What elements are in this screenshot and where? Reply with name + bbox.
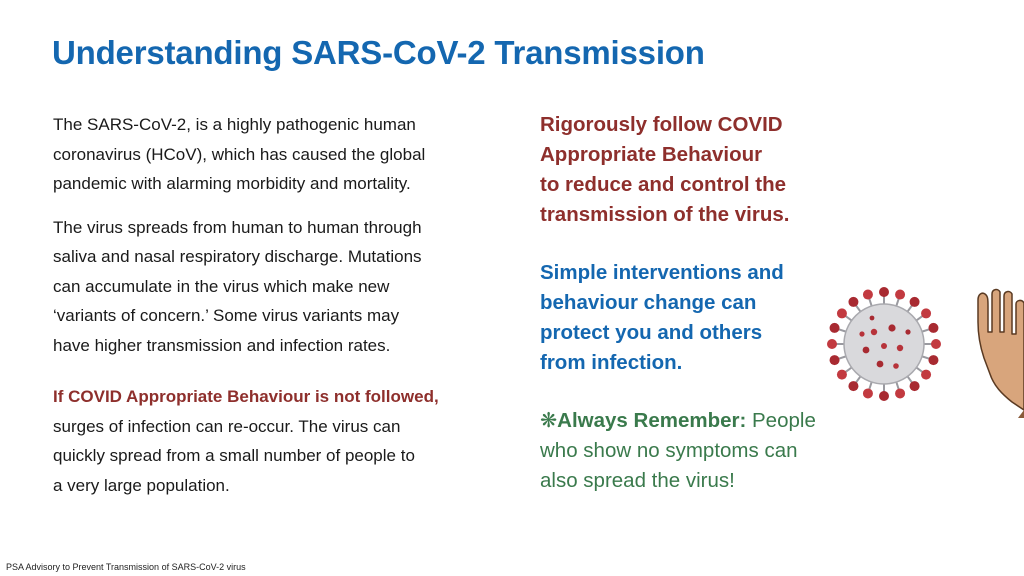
text-line: a very large population. [53, 475, 230, 495]
text-line: coronavirus (HCoV), which has caused the global [53, 144, 426, 164]
callout-line: from infection. [540, 351, 683, 374]
page-title: Understanding SARS-CoV-2 Transmission [52, 34, 705, 71]
text-line: pandemic with alarming morbidity and mortality. [53, 174, 411, 193]
callout-line: protect you and others [540, 321, 763, 344]
reminder-label: ❋Always Remember: [540, 409, 747, 432]
spike-protein [848, 381, 858, 391]
callout-line: to reduce and control the [540, 173, 787, 196]
callout-line: Simple interventions and [540, 261, 784, 284]
spike-protein [863, 290, 873, 300]
callout-line: transmission of the virus. [540, 203, 790, 226]
callout-line: Appropriate Behaviour [540, 143, 763, 166]
spike-protein [928, 355, 938, 365]
reminder-text: People [746, 409, 816, 432]
coronavirus-icon [824, 284, 944, 404]
spike-protein [921, 370, 931, 380]
behaviour-callout [540, 110, 860, 230]
callout-line: who show no symptoms can [540, 439, 798, 462]
text-line: ‘variants of concern.’ Some virus variants may [53, 306, 400, 325]
spike-protein [837, 370, 847, 380]
spread-paragraph [53, 213, 493, 361]
spike-protein [921, 308, 931, 318]
spike-protein [827, 339, 837, 349]
text-line: surges of infection can re-occur. The virus can [53, 416, 401, 436]
warning-paragraph [53, 382, 493, 500]
warning-heading: If COVID Appropriate Behaviour is not followed, [53, 387, 439, 406]
text-line: quickly spread from a small number of people to [53, 446, 415, 465]
text-line: have higher transmission and infection rates. [53, 335, 391, 355]
spike-protein [830, 323, 840, 333]
footer-caption: PSA Advisory to Prevent Transmission of SARS-CoV-2 virus [6, 562, 246, 572]
callout-line: also spread the virus! [540, 469, 735, 492]
stop-hand-icon [972, 288, 1024, 418]
text-line: saliva and nasal respiratory discharge. Mutations [53, 247, 422, 266]
text-line: The SARS-CoV-2, is a highly pathogenic human [53, 115, 416, 134]
spike-protein [910, 381, 920, 391]
text-line: The virus spreads from human to human through [53, 217, 422, 237]
spike-protein [863, 388, 873, 398]
spike-protein [830, 355, 840, 365]
reminder-callout [540, 406, 860, 496]
left-column [53, 110, 493, 514]
interventions-callout [540, 258, 860, 378]
spike-protein [928, 323, 938, 333]
spike-protein [879, 287, 889, 297]
spike-protein [848, 297, 858, 307]
spike-protein [837, 308, 847, 318]
spike-protein [895, 388, 905, 398]
callout-line: Rigorously follow COVID [540, 113, 783, 136]
spike-protein [879, 391, 889, 401]
intro-paragraph [53, 110, 493, 199]
spike-protein [910, 297, 920, 307]
right-column [540, 110, 860, 496]
text-line: can accumulate in the virus which make new [53, 276, 390, 296]
callout-line [540, 406, 860, 436]
spike-protein [931, 339, 941, 349]
spike-protein [895, 290, 905, 300]
callout-line: behaviour change can [540, 291, 757, 314]
